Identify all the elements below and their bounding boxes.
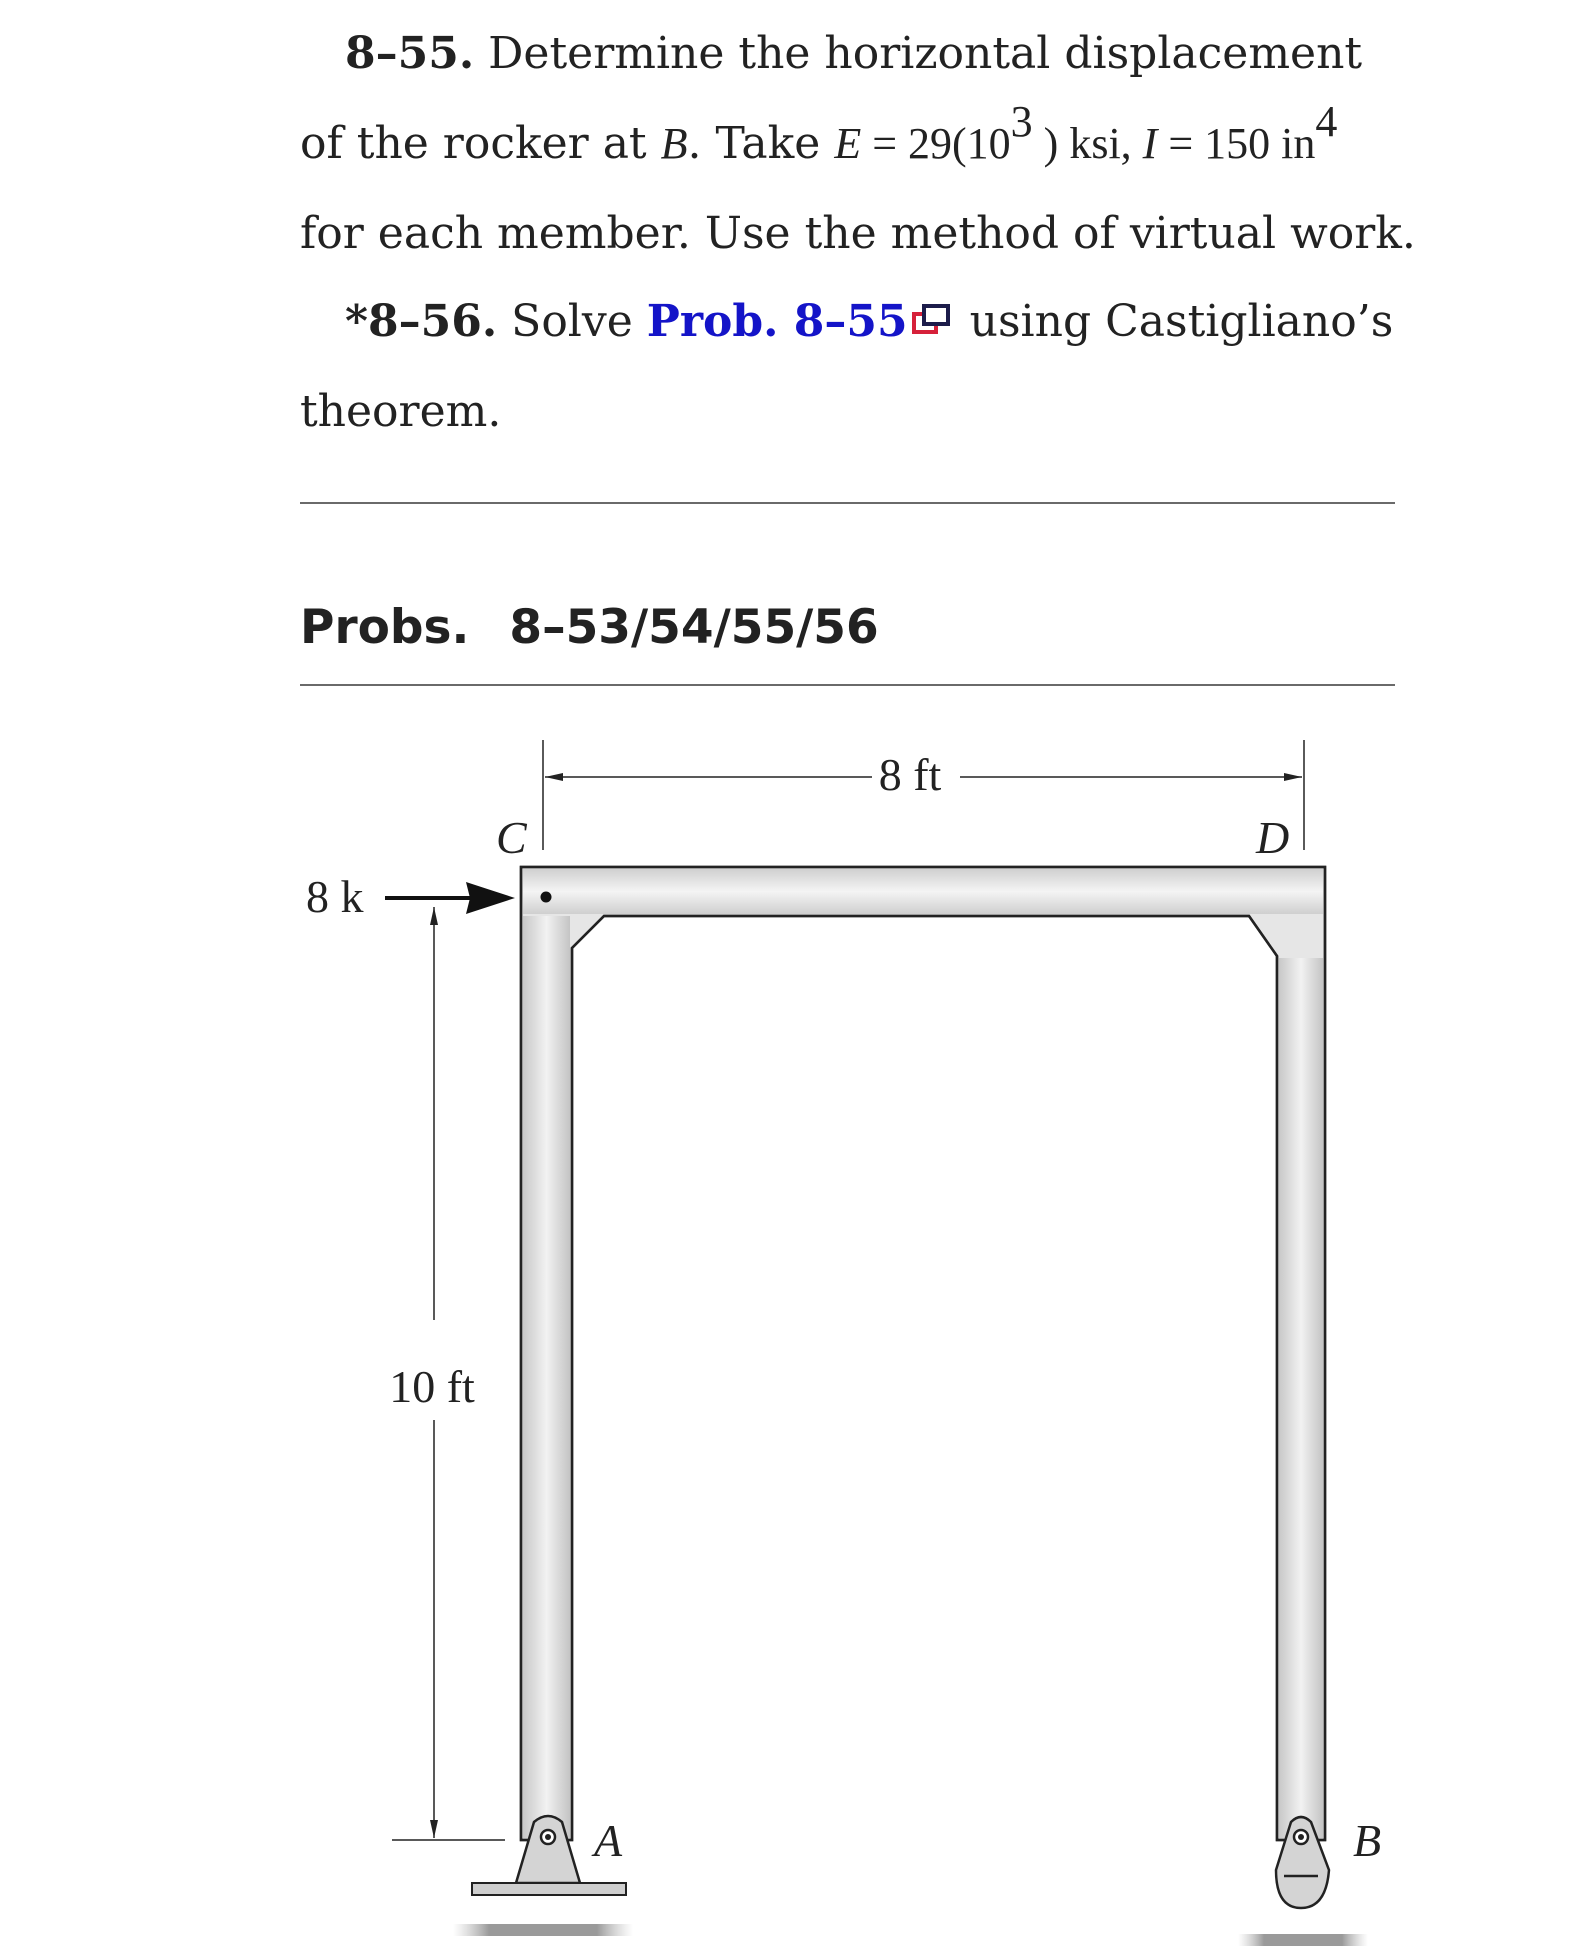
height-dimension-label: 10 ft (389, 1361, 475, 1412)
point-d-label: D (1256, 812, 1290, 863)
i-exponent: 4 (1315, 97, 1338, 146)
problem-8-55-number: 8–55. (345, 28, 475, 79)
load-label: 8 k (306, 871, 364, 922)
column-ca (523, 916, 570, 1838)
problem-8-56-text: using Castigliano’s (955, 296, 1394, 347)
caption-numbers: 8–53/54/55/56 (509, 600, 879, 655)
ground-b (1238, 1934, 1368, 1946)
e-unit: ) ksi, (1032, 119, 1143, 168)
joint-c-dot (541, 892, 552, 903)
ground-a (453, 1924, 633, 1936)
theorem-text: theorem. (300, 386, 502, 437)
problem-8-55-text-3: for each member. Use the method of virtual work. (300, 208, 1416, 259)
rocker-support-b (1238, 1817, 1368, 1946)
problem-8-55-text-2: of the rocker at (300, 118, 661, 169)
e-symbol: E (834, 119, 862, 168)
caption-label: Probs. (300, 600, 470, 655)
i-symbol: I (1142, 119, 1158, 168)
point-a-label: A (594, 1815, 623, 1866)
problem-8-55-text-1: Determine the horizontal displacement (474, 28, 1363, 79)
i-value: = 150 in (1157, 119, 1316, 168)
point-c-label: C (496, 812, 527, 863)
point-b-ref: B (660, 119, 688, 168)
point-b-label: B (1353, 1815, 1382, 1866)
solve-text: Solve (497, 296, 647, 347)
prob-8-55-link[interactable]: Prob. 8–55 (646, 296, 908, 347)
beam-cd (523, 869, 1323, 914)
frame-body (521, 867, 1325, 1840)
e-value: = 29(10 (861, 119, 1011, 168)
frame-outline (521, 867, 1325, 1840)
take-text: . Take (687, 118, 835, 169)
width-dimension-label: 8 ft (878, 749, 942, 800)
e-exponent: 3 (1010, 97, 1033, 146)
arrow-head (466, 882, 515, 914)
load-arrow (385, 882, 515, 914)
column-db (1279, 958, 1323, 1838)
problem-8-56-number: *8–56. (345, 296, 498, 347)
